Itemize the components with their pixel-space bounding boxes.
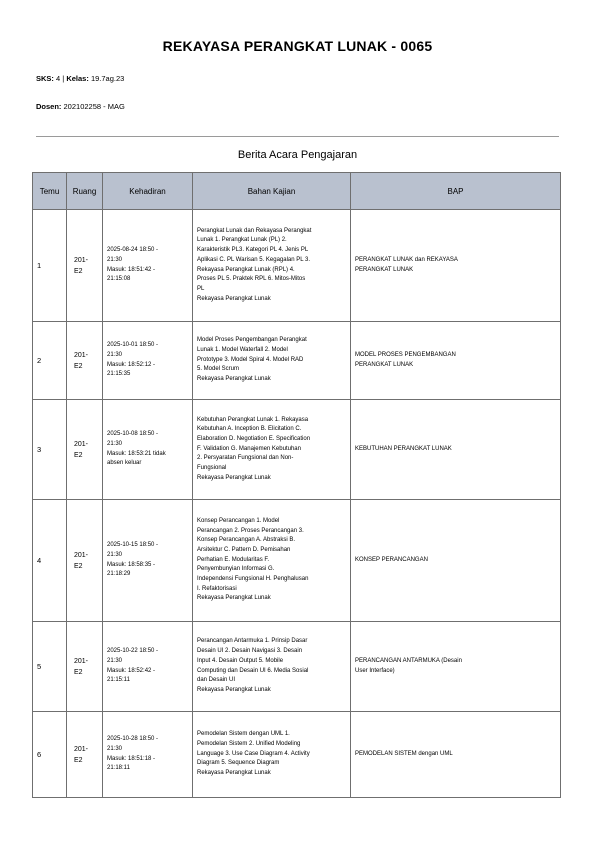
cell-bap-line: KEBUTUHAN PERANGKAT LUNAK <box>355 445 452 452</box>
cell-kehadiran <box>103 712 193 798</box>
cell-bap <box>351 322 561 400</box>
cell-ruang <box>67 400 103 500</box>
cell-kehadiran-line: Masuk: 18:52:42 - <box>107 667 156 674</box>
cell-kehadiran <box>103 210 193 322</box>
cell-bahan-kajian-line: Arsitektur C. Pattern D. Pemisahan <box>197 546 291 553</box>
cell-kehadiran-line: 2025-10-22 18:50 - <box>107 648 159 655</box>
cell-ruang-line: E2 <box>74 668 83 676</box>
cell-ruang-line: 201- <box>74 551 89 559</box>
cell-kehadiran <box>103 500 193 622</box>
cell-bahan-kajian <box>193 400 351 500</box>
table-header-row <box>33 173 561 210</box>
cell-ruang-line: E2 <box>74 562 83 570</box>
table-row <box>33 210 561 322</box>
column-header-bap: BAP <box>351 173 561 210</box>
cell-kehadiran-line: Masuk: 18:53:21 tidak <box>107 450 166 457</box>
cell-ruang-line: 201- <box>74 351 89 359</box>
cell-bahan-kajian-line: Kebutuhan Perangkat Lunak 1. Rekayasa <box>197 416 309 423</box>
cell-bap-line: User Interface) <box>355 667 395 674</box>
cell-bahan-kajian-line: Input 4. Desain Output 5. Mobile <box>197 657 284 664</box>
cell-bahan-kajian-line: Aplikasi C. PL Warisan 5. Kegagalan PL 3. <box>197 256 311 263</box>
lecturer-meta <box>36 102 125 111</box>
cell-kehadiran <box>103 622 193 712</box>
cell-bahan-kajian-line: Perancangan 2. Proses Perancangan 3. <box>197 527 304 534</box>
cell-kehadiran-line: 21:15:08 <box>107 276 131 283</box>
column-header-bahan-kajian: Bahan Kajian <box>193 173 351 210</box>
cell-bahan-kajian-line: Rekayasa Perangkat Lunak <box>197 770 271 777</box>
cell-bahan-kajian-line: Karakteristik PL3. Kategori PL 4. Jenis PL <box>197 247 309 254</box>
cell-ruang-line: E2 <box>74 267 83 275</box>
cell-temu: 5 <box>33 622 67 712</box>
cell-kehadiran-line: 2025-08-24 18:50 - <box>107 247 159 254</box>
cell-bahan-kajian-line: Diagram 5. Sequence Diagram <box>197 760 280 767</box>
course-meta <box>36 74 124 83</box>
bap-table <box>32 172 561 798</box>
cell-kehadiran-line: Masuk: 18:51:18 - <box>107 755 156 762</box>
cell-bahan-kajian-line: Fungsional <box>197 465 227 472</box>
cell-bahan-kajian-line: Pemodelan Sistem dengan UML 1. <box>197 731 290 738</box>
dosen-label: Dosen: <box>36 102 62 111</box>
column-header-ruang: Ruang <box>67 173 103 210</box>
cell-kehadiran-line: 2025-10-28 18:50 - <box>107 736 159 743</box>
cell-bap <box>351 712 561 798</box>
cell-bahan-kajian-line: Penyembunyian Informasi G. <box>197 566 275 573</box>
cell-bahan-kajian-line: Desain UI 2. Desain Navigasi 3. Desain <box>197 648 303 655</box>
cell-bahan-kajian-line: Elaboration D. Negotiation E. Specification <box>197 435 311 442</box>
table-row <box>33 712 561 798</box>
meta-separator: | <box>62 74 65 83</box>
cell-bahan-kajian-line: Rekayasa Perangkat Lunak (RPL) 4. <box>197 266 295 273</box>
cell-bahan-kajian-line: 5. Model Scrum <box>197 366 240 373</box>
cell-kehadiran-line: 21:15:35 <box>107 371 131 378</box>
cell-kehadiran-line: 21:15:11 <box>107 677 130 684</box>
cell-ruang-line: E2 <box>74 756 83 764</box>
cell-bahan-kajian-line: Konsep Perancangan 1. Model <box>197 517 280 524</box>
cell-temu: 1 <box>33 210 67 322</box>
cell-kehadiran-line: 21:30 <box>107 256 123 263</box>
cell-ruang <box>67 500 103 622</box>
section-title: Berita Acara Pengajaran <box>237 149 358 161</box>
column-header-kehadiran: Kehadiran <box>103 173 193 210</box>
cell-bahan-kajian-line: Computing dan Desain UI 6. Media Sosial <box>197 667 309 674</box>
cell-kehadiran-line: absen keluar <box>107 460 142 467</box>
cell-kehadiran-line: Masuk: 18:51:42 - <box>107 266 156 273</box>
cell-kehadiran-line: 21:18:11 <box>107 765 130 772</box>
cell-ruang-line: 201- <box>74 440 89 448</box>
kelas-value: 19.7ag.23 <box>90 74 125 83</box>
cell-kehadiran-line: 2025-10-08 18:50 - <box>107 431 159 438</box>
cell-bahan-kajian-line: Kebutuhan A. Inception B. Elicitation C. <box>197 426 302 433</box>
cell-bahan-kajian <box>193 322 351 400</box>
cell-bahan-kajian <box>193 500 351 622</box>
cell-bahan-kajian-line: I. Refaktorisasi <box>197 585 237 592</box>
cell-bahan-kajian-line: F. Validation G. Manajemen Kebutuhan <box>197 445 301 452</box>
cell-kehadiran <box>103 322 193 400</box>
cell-bahan-kajian-line: Pemodelan Sistem 2. Unified Modeling <box>197 740 301 747</box>
cell-bahan-kajian-line: Rekayasa Perangkat Lunak <box>197 686 271 693</box>
cell-ruang <box>67 622 103 712</box>
cell-bahan-kajian-line: Proses PL 5. Praktek RPL 6. Mitos-Mitos <box>197 276 306 283</box>
cell-temu: 6 <box>33 712 67 798</box>
cell-bap-line: MODEL PROSES PENGEMBANGAN <box>355 351 456 358</box>
cell-bahan-kajian-line: Lunak 1. Perangkat Lunak (PL) 2. <box>197 237 287 244</box>
cell-kehadiran-line: 2025-10-01 18:50 - <box>107 342 159 349</box>
table-row <box>33 500 561 622</box>
cell-bahan-kajian-line: Independensi Fungsional H. Penghalusan <box>197 576 309 583</box>
document-title: REKAYASA PERANGKAT LUNAK - 0065 <box>162 38 433 54</box>
cell-kehadiran-line: 21:30 <box>107 657 123 664</box>
cell-temu: 4 <box>33 500 67 622</box>
cell-bahan-kajian-line: PL <box>197 285 205 292</box>
cell-temu: 3 <box>33 400 67 500</box>
column-header-temu: Temu <box>33 173 67 210</box>
cell-bahan-kajian-line: Rekayasa Perangkat Lunak <box>197 474 271 481</box>
cell-bahan-kajian <box>193 712 351 798</box>
cell-ruang-line: 201- <box>74 745 89 753</box>
sks-label: SKS: <box>36 74 54 83</box>
cell-kehadiran <box>103 400 193 500</box>
cell-kehadiran-line: Masuk: 18:52:12 - <box>107 361 156 368</box>
cell-bap-line: PERANCANGAN ANTARMUKA (Desain <box>355 657 462 664</box>
cell-bahan-kajian-line: Konsep Perancangan A. Abstraksi B. <box>197 537 296 544</box>
dosen-value: 202102258 - MAG <box>63 102 125 111</box>
cell-bahan-kajian-line: Model Proses Pengembangan Perangkat <box>197 337 307 344</box>
cell-kehadiran-line: 21:18:29 <box>107 571 131 578</box>
cell-kehadiran-line: 2025-10-15 18:50 - <box>107 542 159 549</box>
cell-bahan-kajian-line: Rekayasa Perangkat Lunak <box>197 595 271 602</box>
cell-bap-line: PERANGKAT LUNAK <box>355 361 414 368</box>
cell-bahan-kajian-line: 2. Persyaratan Fungsional dan Non- <box>197 455 294 462</box>
cell-bap-line: PERANGKAT LUNAK dan REKAYASA <box>355 256 458 263</box>
cell-bap <box>351 500 561 622</box>
cell-bap-line: PERANGKAT LUNAK <box>355 266 414 273</box>
cell-bap <box>351 622 561 712</box>
cell-bahan-kajian-line: Prototype 3. Model Spiral 4. Model RAD <box>197 356 304 363</box>
cell-bahan-kajian-line: dan Desain UI <box>197 677 236 684</box>
cell-kehadiran-line: 21:30 <box>107 440 123 447</box>
cell-ruang <box>67 210 103 322</box>
cell-bahan-kajian-line: Lunak 1. Model Waterfall 2. Model <box>197 346 288 353</box>
cell-bahan-kajian <box>193 210 351 322</box>
cell-ruang-line: 201- <box>74 256 89 264</box>
cell-bap-line: KONSEP PERANCANGAN <box>355 556 428 563</box>
table-row <box>33 622 561 712</box>
kelas-label: Kelas: <box>66 74 89 83</box>
cell-bap <box>351 210 561 322</box>
cell-bahan-kajian-line: Perangkat Lunak dan Rekayasa Perangkat <box>197 227 312 234</box>
cell-bahan-kajian <box>193 622 351 712</box>
table-row <box>33 322 561 400</box>
cell-ruang <box>67 712 103 798</box>
cell-bap-line: PEMODELAN SISTEM dengan UML <box>355 750 453 757</box>
cell-ruang-line: E2 <box>74 451 83 459</box>
cell-ruang <box>67 322 103 400</box>
cell-kehadiran-line: 21:30 <box>107 351 123 358</box>
cell-temu: 2 <box>33 322 67 400</box>
cell-bahan-kajian-line: Language 3. Use Case Diagram 4. Activity <box>197 750 310 757</box>
cell-kehadiran-line: 21:30 <box>107 551 123 558</box>
table-row <box>33 400 561 500</box>
cell-bahan-kajian-line: Rekayasa Perangkat Lunak <box>197 295 271 302</box>
sks-value: 4 <box>56 74 61 83</box>
cell-bahan-kajian-line: Perhatian E. Modularitas F. <box>197 556 270 563</box>
cell-ruang-line: 201- <box>74 657 89 665</box>
cell-kehadiran-line: Masuk: 18:58:35 - <box>107 561 156 568</box>
cell-ruang-line: E2 <box>74 362 83 370</box>
cell-bahan-kajian-line: Rekayasa Perangkat Lunak <box>197 376 271 383</box>
cell-bahan-kajian-line: Perancangan Antarmuka 1. Prinsip Dasar <box>197 638 308 645</box>
divider <box>36 136 559 137</box>
cell-bap <box>351 400 561 500</box>
cell-kehadiran-line: 21:30 <box>107 745 123 752</box>
